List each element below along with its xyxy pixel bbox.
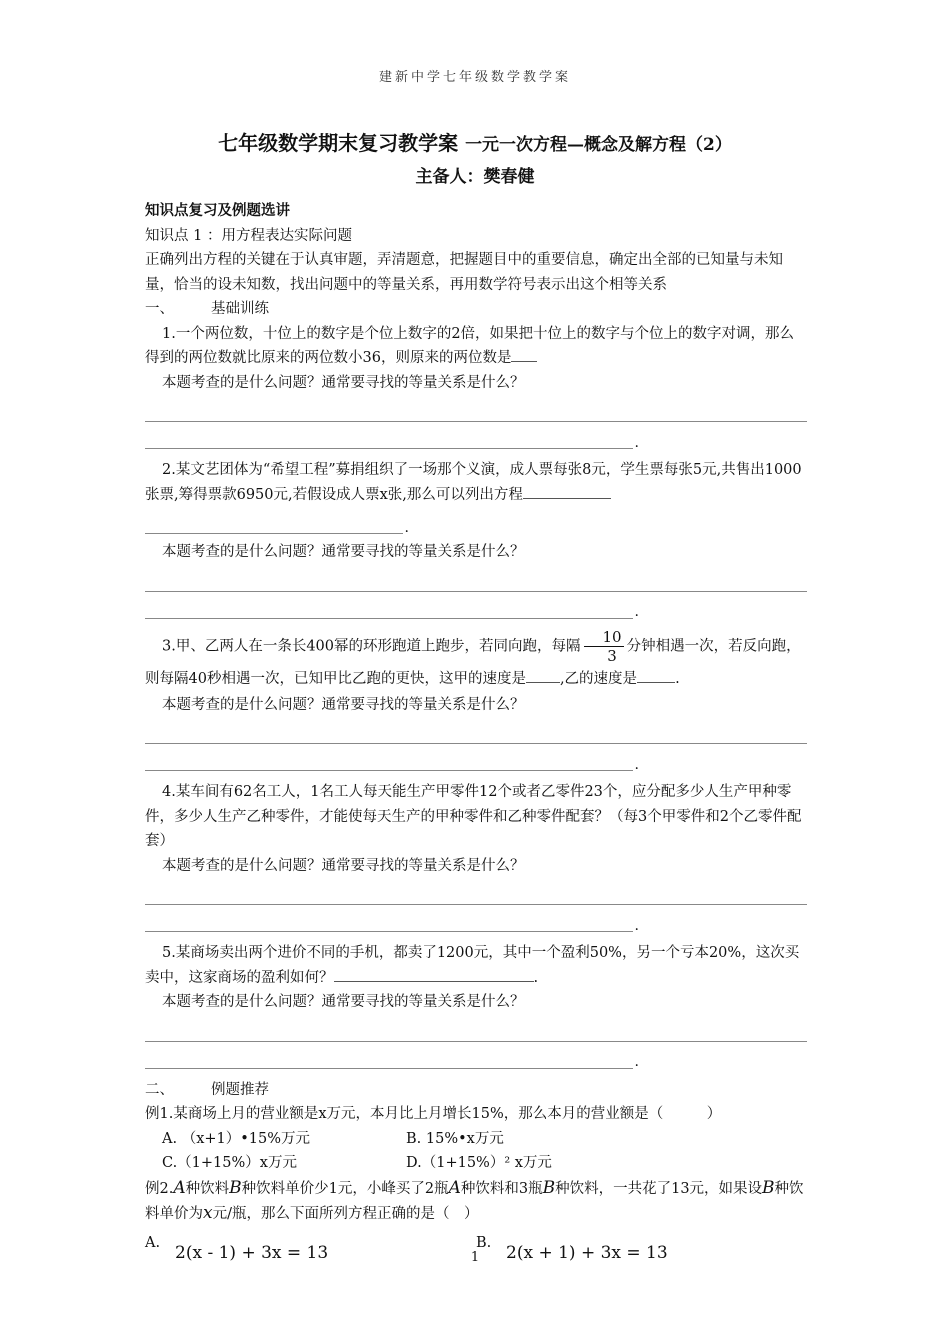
prompt-5: 本题考查的是什么问题？通常要寻找的等量关系是什么？ bbox=[162, 994, 525, 1010]
prompt-1: 本题考查的是什么问题？通常要寻找的等量关系是什么？ bbox=[162, 374, 525, 391]
option-b[interactable]: B. 15%•x万元 bbox=[406, 1130, 504, 1147]
option-d[interactable]: D.（1+15%）² x万元 bbox=[406, 1155, 552, 1171]
question-2-text: 2.某文艺团体为“希望工程”募捐组织了一场那个义演，成人票每张8元，学生票每张5元,共售出1000张票,筹得票款6950元,若假设成人票x张,那么可以列出方程 bbox=[145, 462, 802, 503]
var-a: A bbox=[173, 1177, 186, 1198]
answer-line[interactable] bbox=[145, 507, 403, 534]
question-3-text-b: 分钟相遇一次，若反向跑，则每隔40秒相遇一次，已知甲比乙跑的更快，这甲的速度是 bbox=[145, 638, 801, 687]
question-2 bbox=[145, 458, 807, 507]
question-4: 4.某车间有62名工人，1名工人每天能生产甲零件12个或者乙零件23个，应分配多少人生产甲种零件，多少人生产乙种零件，才能使每天生产的甲种零件和乙种零件配套？（每3个甲零件和2个乙零件配套） bbox=[145, 784, 802, 849]
answer-line[interactable] bbox=[145, 878, 807, 905]
question-3-text-a: 3.甲、乙两人在一条长400幂的环形跑道上跑步，若同向跑，每隔 bbox=[162, 638, 581, 654]
var-b: B bbox=[762, 1177, 775, 1198]
answer-line[interactable] bbox=[145, 1042, 633, 1069]
example-2-text: 种饮料，一共花了13元，如果设 bbox=[555, 1180, 763, 1197]
prompt-4: 本题考查的是什么问题？通常要寻找的等量关系是什么？ bbox=[162, 857, 525, 874]
title-sub: 一元一次方程—概念及解方程（2） bbox=[465, 135, 732, 155]
example-2-text: 种饮料 bbox=[185, 1180, 230, 1197]
author: 主备人：樊春健 bbox=[415, 167, 535, 187]
option-a-equation: 2(x - 1) + 3x = 13 bbox=[175, 1242, 329, 1263]
question-3: 3.甲、乙两人在一条长400幂的环形跑道上跑步，若同向跑，每隔 $\frac{10}{3}$ 分钟相遇一次，若反向跑，则每隔40秒相遇一次，已知甲比乙跑的更快，这甲的速度是 ,乙的速度是 . bbox=[145, 627, 801, 687]
answer-line[interactable] bbox=[145, 905, 633, 932]
answer-blank[interactable] bbox=[526, 668, 560, 683]
option-b-equation: 2(x + 1) + 3x = 13 bbox=[506, 1242, 668, 1263]
part2-label: 例题推荐 bbox=[211, 1081, 269, 1098]
knowledge-point: 知识点 1 ：用方程表达实际问题 bbox=[145, 227, 352, 244]
option-b-label: B. bbox=[476, 1234, 492, 1251]
answer-line[interactable] bbox=[145, 395, 807, 422]
answer-blank[interactable] bbox=[334, 967, 534, 982]
example-2-text: 种饮料和3瓶 bbox=[460, 1180, 543, 1197]
example-2-label: 例2. bbox=[145, 1180, 174, 1197]
question-1-text: 1.一个两位数，十位上的数字是个位上数字的2倍，如果把十位上的数字与个位上的数字对调，那么得到的两位数就比原来的两位数小36，则原来的两位数是 bbox=[145, 325, 795, 366]
fraction-numerator: 10 bbox=[584, 628, 624, 647]
part2-heading bbox=[145, 1078, 807, 1103]
answer-blank[interactable] bbox=[523, 484, 611, 499]
part1-heading bbox=[145, 297, 807, 322]
part2-num: 二、 bbox=[145, 1081, 174, 1098]
part1-label: 基础训练 bbox=[211, 301, 269, 317]
var-b: B bbox=[229, 1177, 242, 1198]
answer-line[interactable] bbox=[145, 1015, 807, 1042]
example-1: 例1.某商场上月的营业额是x万元，本月比上月增长15%，那么本月的营业额是（ ） bbox=[145, 1106, 722, 1122]
answer-line[interactable] bbox=[145, 565, 807, 592]
question-3-text-c: ,乙的速度是 bbox=[559, 670, 638, 687]
prompt-3: 本题考查的是什么问题？通常要寻找的等量关系是什么？ bbox=[162, 696, 525, 713]
page-header: 建新中学七年级数学教学案 bbox=[378, 70, 571, 85]
example-2-text: 种饮料单价少1元，小峰买了2瓶 bbox=[241, 1180, 449, 1197]
question-5: 5.某商场卖出两个进价不同的手机，都卖了1200元，其中一个盈利50%，另一个亏本20%，这次买卖中，这家商场的盈利如何？ . bbox=[145, 945, 800, 986]
part1-num: 一、 bbox=[145, 301, 174, 317]
example-2-text: 元/瓶，那么下面所列方程正确的是（ ） bbox=[212, 1206, 479, 1222]
question-1 bbox=[145, 322, 807, 371]
option-a-label: A. bbox=[145, 1234, 161, 1251]
var-b: B bbox=[542, 1177, 556, 1198]
answer-line[interactable] bbox=[145, 744, 633, 771]
var-a: A bbox=[448, 1177, 461, 1198]
page-number: 1 bbox=[470, 1250, 480, 1265]
answer-line[interactable] bbox=[145, 422, 633, 449]
example-2 bbox=[145, 1176, 807, 1227]
prompt-2: 本题考查的是什么问题？通常要寻找的等量关系是什么？ bbox=[162, 544, 525, 560]
title-main: 七年级数学期末复习教学案 bbox=[218, 131, 459, 155]
answer-line[interactable] bbox=[145, 717, 807, 744]
example-1-options-row1 bbox=[145, 1127, 807, 1152]
section-heading: 知识点复习及例题选讲 bbox=[145, 202, 290, 219]
option-c[interactable]: C.（1+15%）x万元 bbox=[162, 1155, 297, 1171]
answer-blank[interactable] bbox=[511, 347, 537, 362]
document-title bbox=[0, 127, 950, 156]
question-5-text: 5.某商场卖出两个进价不同的手机，都卖了1200元，其中一个盈利50%，另一个亏本20%，这次买卖中，这家商场的盈利如何？ bbox=[145, 945, 800, 986]
var-x: x bbox=[203, 1203, 213, 1223]
fraction-denominator: 3 bbox=[607, 646, 617, 665]
fraction-10-3 bbox=[584, 628, 624, 665]
example-1-options-row2 bbox=[145, 1151, 807, 1176]
answer-line[interactable] bbox=[145, 592, 633, 619]
content bbox=[145, 199, 807, 1271]
intro-paragraph: 正确列出方程的关键在于认真审题，弄清题意，把握题目中的重要信息，确定出全部的已知量与未知量，恰当的设未知数，找出问题中的等量关系，再用数学符号表示出这个相等关系 bbox=[145, 252, 783, 293]
answer-blank[interactable] bbox=[637, 668, 675, 683]
option-a[interactable]: A. （x+1）•15%万元 bbox=[162, 1130, 311, 1147]
example-2-text: 种饮料单价为 bbox=[145, 1180, 804, 1222]
